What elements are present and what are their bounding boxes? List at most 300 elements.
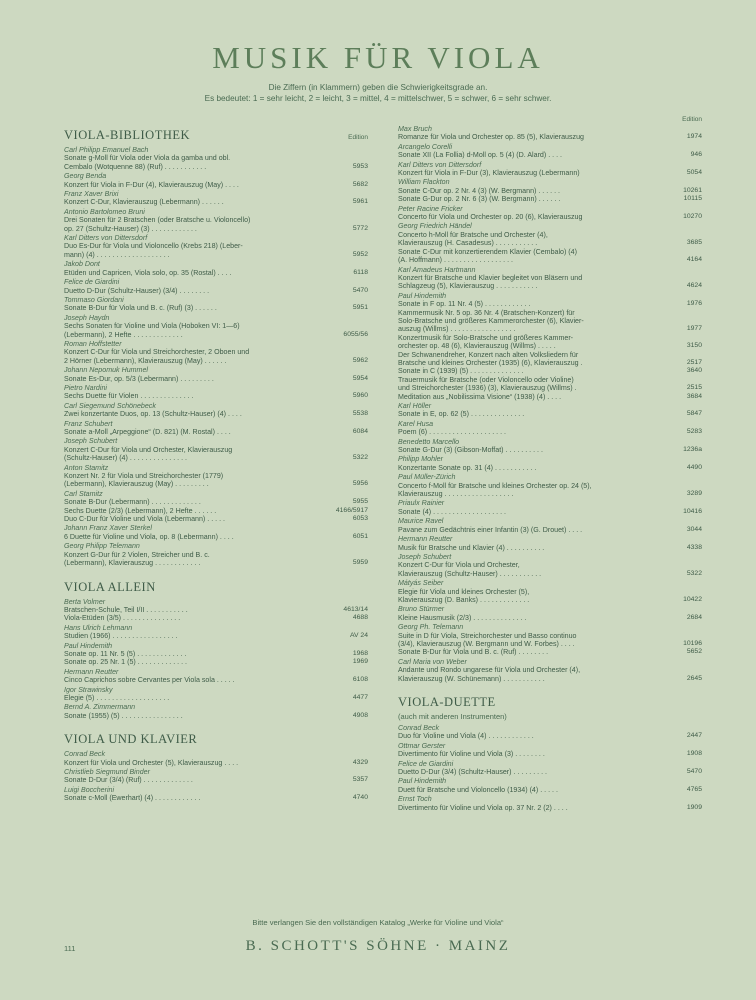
work-line <box>64 198 368 206</box>
composer-name: Joseph Schubert <box>398 552 452 561</box>
work-title: Pavane zum Gedächtnis einer Infantin (3) (G. Drouet) . . . . <box>398 525 583 534</box>
catalog-entry <box>64 260 368 277</box>
work-title: Cinco Caprichos sobre Cervantes per Viola sola . . . . . <box>64 676 235 685</box>
composer-name: Bernd A. Zimmermann <box>64 703 136 712</box>
section-header <box>398 695 702 710</box>
edition-number: 2515 <box>686 384 702 392</box>
section-note: (auch mit anderen Instrumenten) <box>398 712 507 721</box>
work-line <box>64 392 368 400</box>
catalog-entry <box>64 750 368 767</box>
work-line <box>64 269 368 277</box>
work-line <box>398 804 702 812</box>
work-line <box>64 454 368 462</box>
work-line <box>398 325 702 333</box>
work-title: Sonate G-Dur (3) (Gibson-Moffat) . . . . . . . . . . <box>398 446 543 455</box>
catalog-entry <box>64 366 368 383</box>
catalog-entry <box>64 420 368 437</box>
work-line <box>398 151 702 159</box>
edition-number: 2645 <box>686 674 702 682</box>
work-title: Duett für Bratsche und Violoncello (1934) (4) . . . . . <box>398 785 558 794</box>
edition-number: 5955 <box>352 498 368 506</box>
edition-number: 5652 <box>686 648 702 656</box>
work-line <box>398 588 702 596</box>
catalog-section <box>398 116 702 683</box>
left-column <box>64 116 368 803</box>
section-title: VIOLA UND KLAVIER <box>64 732 198 747</box>
edition-number: 10196 <box>683 639 702 647</box>
work-title: Studien (1966) . . . . . . . . . . . . . . . . . <box>64 632 178 641</box>
work-line <box>398 231 702 239</box>
work-line <box>64 357 368 365</box>
work-title: Konzert C-Dur für Viola und Orchester, <box>398 561 520 570</box>
composer-name: Peter Racine Fricker <box>398 204 463 213</box>
edition-number: 2684 <box>686 613 702 621</box>
work-line <box>398 614 702 622</box>
edition-number: 5772 <box>352 224 368 232</box>
catalog-entry <box>64 768 368 785</box>
work-line <box>64 472 368 480</box>
work-title: Sonate C-Dur op. 2 Nr. 4 (3) (W. Bergmann) . . . . . . <box>398 186 561 195</box>
edition-number: 3684 <box>686 392 702 400</box>
composer-name: Paul Hindemith <box>398 291 447 300</box>
work-title: Kleine Hausmusik (2/3) . . . . . . . . . . . . . . <box>398 613 527 622</box>
work-line <box>398 384 702 392</box>
work-line <box>64 410 368 418</box>
work-line <box>64 712 368 720</box>
composer-name: Priaulx Rainier <box>398 499 445 508</box>
edition-number: 5953 <box>352 162 368 170</box>
work-title: Sonate g-Moll für Viola oder Viola da gamba und obl. <box>64 154 231 163</box>
catalog-entry <box>398 473 702 498</box>
composer-name: Hermann Reutter <box>64 667 119 676</box>
work-title: Duo Es-Dur für Viola und Violoncello (Krebs 218) (Leber- <box>64 242 243 251</box>
composer-name: Georg Philipp Telemann <box>64 542 140 551</box>
catalog-entry <box>64 437 368 462</box>
work-line <box>64 658 368 666</box>
section-title: VIOLA-DUETTE <box>398 695 496 709</box>
work-title: Konzert G-Dur für 2 Violen, Streicher und B. c. <box>64 550 210 559</box>
work-title: Sonate C-Dur mit konzertierendem Klavier (Cembalo) (4) <box>398 247 577 256</box>
work-line <box>398 482 702 490</box>
work-line <box>398 632 702 640</box>
composer-name: Max Bruch <box>398 125 432 133</box>
edition-number: 5962 <box>352 356 368 364</box>
work-title: Divertimento für Violine und Viola op. 37 Nr. 2 (2) . . . . <box>398 803 568 812</box>
catalog-entry <box>64 208 368 233</box>
work-title: Konzertante Sonate op. 31 (4) . . . . . . . . . . . <box>398 463 537 472</box>
work-title: Sonate D-Dur (3/4) (Ruf) . . . . . . . . . . . . . <box>64 776 193 785</box>
edition-number: 3685 <box>686 239 702 247</box>
catalog-entry <box>398 292 702 401</box>
composer-name: Roman Hoffstetter <box>64 339 122 348</box>
edition-number: 1909 <box>686 803 702 811</box>
catalog-entry <box>398 266 702 291</box>
work-line <box>64 446 368 454</box>
composer-name: Carl Philipp Emanuel Bach <box>64 146 149 154</box>
edition-number: 5357 <box>352 776 368 784</box>
section-header <box>64 580 368 595</box>
work-title: Sonate XII (La Follia) d-Moll op. 5 (4) (D. Alard) . . . . <box>398 151 563 160</box>
work-title: Sonate in C (1939) (5) . . . . . . . . . . . . . . <box>398 367 524 376</box>
edition-number <box>365 446 368 454</box>
catalog-entry <box>398 499 702 516</box>
work-title: Solo-Bratsche und größeres Kammerorchester (6), Klavier- <box>398 316 584 325</box>
work-title: Sonate op. 11 Nr. 5 (5) . . . . . . . . . . . . . <box>64 649 187 658</box>
work-line <box>398 732 702 740</box>
work-line <box>398 367 702 375</box>
work-line <box>398 376 702 384</box>
edition-number: 5538 <box>352 410 368 418</box>
work-line <box>398 666 702 674</box>
composer-name: Carl Siegemund Schönebeck <box>64 401 156 410</box>
work-line <box>64 498 368 506</box>
work-line <box>64 694 368 702</box>
work-title: Poem (6) . . . . . . . . . . . . . . . . . . . . <box>398 428 507 437</box>
edition-number: 4338 <box>686 543 702 551</box>
work-title: 6 Duette für Violine und Viola, op. 8 (Lebermann) . . . . <box>64 532 234 541</box>
edition-number: 10261 <box>683 186 702 194</box>
work-title: Divertimento für Violine und Viola (3) . . . . . . . . <box>398 750 545 759</box>
work-title: Klavierauszug (W. Schünemann) . . . . . . . . . . . <box>398 674 545 683</box>
work-title: Konzert für Viola in F-Dur (3), Klavierauszug (Lebermann) <box>398 169 580 178</box>
work-title: Konzert C-Dur für Viola und Streichorchester, 2 Oboen und <box>64 348 250 357</box>
work-line <box>64 515 368 523</box>
catalog-entry <box>398 143 702 160</box>
publisher-imprint: B. SCHOTT'S SÖHNE · MAINZ <box>245 938 511 954</box>
work-line <box>64 551 368 559</box>
catalog-entry <box>398 161 702 178</box>
edition-number: 10115 <box>683 195 702 203</box>
catalog-entry <box>398 420 702 437</box>
edition-number: 5283 <box>686 428 702 436</box>
edition-number: 5470 <box>352 286 368 294</box>
catalog-entry <box>64 668 368 685</box>
work-line <box>64 322 368 330</box>
catalog-entry <box>64 340 368 365</box>
catalog-entry <box>64 172 368 189</box>
catalog-entry <box>64 703 368 720</box>
work-line <box>64 163 368 171</box>
composer-name: Hans Ulrich Lehmann <box>64 623 133 632</box>
work-line <box>398 786 702 794</box>
composer-name: Luigi Boccherini <box>64 785 115 794</box>
catalog-entry <box>64 490 368 524</box>
work-line <box>64 614 368 622</box>
work-line <box>64 759 368 767</box>
catalog-entry <box>64 278 368 295</box>
work-line <box>64 331 368 339</box>
catalog-entry <box>64 384 368 401</box>
work-line <box>398 768 702 776</box>
edition-number <box>365 348 368 356</box>
catalog-entry <box>398 760 702 777</box>
edition-number: 1969 <box>352 658 368 666</box>
edition-number: 3044 <box>686 525 702 533</box>
work-line <box>64 216 368 224</box>
work-title: Elegie (5) . . . . . . . . . . . . . . . . . . . <box>64 693 170 702</box>
work-title: Konzertmusik für Solo-Bratsche und größeres Kammer- <box>398 333 574 342</box>
composer-name: Arcangelo Corelli <box>398 142 453 151</box>
work-title: Concerto h-Moll für Bratsche und Orchester (4), <box>398 230 548 239</box>
work-title: Sonate B-Dur für Viola und B. c. (Ruf) . . . . . . . . <box>398 648 549 657</box>
composer-name: Ottmar Gerster <box>398 741 446 750</box>
composer-name: William Flackton <box>398 178 450 187</box>
composer-name: Carl Maria von Weber <box>398 657 467 666</box>
edition-number: 1974 <box>686 133 702 141</box>
work-line <box>64 154 368 162</box>
edition-number: 1968 <box>352 649 368 657</box>
work-line <box>398 508 702 516</box>
composer-name: Georg Ph. Telemann <box>398 623 464 632</box>
edition-number <box>699 317 702 325</box>
composer-name: Johann Nepomuk Hummel <box>64 366 148 375</box>
edition-number <box>699 351 702 359</box>
edition-number: 6053 <box>352 515 368 523</box>
composer-name: Joseph Schubert <box>64 437 118 446</box>
work-title: Viola-Etüden (3/5) . . . . . . . . . . . . . . . <box>64 614 181 623</box>
edition-number: 946 <box>690 151 702 159</box>
edition-number: 3150 <box>686 342 702 350</box>
work-title: Sonate c-Moll (Ewerhart) (4) . . . . . . . . . . . . <box>64 794 201 803</box>
work-line <box>398 393 702 401</box>
composer-name: Karel Husa <box>398 419 434 428</box>
edition-number: 1908 <box>686 750 702 758</box>
catalog-entry <box>398 579 702 604</box>
work-line <box>398 309 702 317</box>
work-line <box>398 274 702 282</box>
catalog-entry <box>64 686 368 703</box>
work-title: (Lebermann), Klavierauszug (May) . . . . . . . . . <box>64 480 209 489</box>
catalog-entry <box>64 314 368 339</box>
work-title: Duetto D-Dur (3/4) (Schultz-Hauser) . . . . . . . . . <box>398 768 548 777</box>
work-title: Concerto für Viola und Orchester op. 20 (6), Klavierauszug <box>398 213 583 222</box>
edition-number: 5960 <box>352 392 368 400</box>
work-title: Romanze für Viola und Orchester op. 85 (5), Klavierauszug <box>398 133 584 142</box>
edition-number: 1977 <box>686 325 702 333</box>
work-line <box>398 648 702 656</box>
edition-number: 4765 <box>686 785 702 793</box>
work-title: Der Schwanendreher, Konzert nach alten Volksliedern für <box>398 350 579 359</box>
edition-number: 6055/56 <box>343 330 368 338</box>
edition-number <box>699 309 702 317</box>
composer-name: Anton Stamitz <box>64 463 109 472</box>
edition-number <box>699 666 702 674</box>
work-line <box>398 282 702 290</box>
work-line <box>64 676 368 684</box>
work-title: mann) (4) . . . . . . . . . . . . . . . . . . . <box>64 250 170 259</box>
edition-number <box>699 231 702 239</box>
edition-number: 4908 <box>352 711 368 719</box>
work-line <box>398 570 702 578</box>
work-line <box>398 446 702 454</box>
work-title: auszug (Willms) . . . . . . . . . . . . . . . . . <box>398 325 516 334</box>
work-line <box>398 187 702 195</box>
composer-name: Paul Hindemith <box>398 777 447 786</box>
work-title: Elegie für Viola und kleines Orchester (5), <box>398 587 530 596</box>
edition-number: 5951 <box>352 304 368 312</box>
catalog-entry <box>398 517 702 534</box>
work-line <box>398 195 702 203</box>
edition-number: 4329 <box>352 758 368 766</box>
catalog-section <box>64 732 368 802</box>
edition-number: AV 24 <box>349 632 368 640</box>
composer-name: Maurice Ravel <box>398 517 444 526</box>
work-title: (3/4), Klavierauszug (W. Bergmann und W. Forbes) . . . . <box>398 639 575 648</box>
work-title: Konzert C-Dur, Klavierauszug (Lebermann) . . . . . . <box>64 198 224 207</box>
composer-name: Conrad Beck <box>398 724 440 732</box>
work-line <box>398 239 702 247</box>
work-title: Sonate (1955) (5) . . . . . . . . . . . . . . . . <box>64 711 183 720</box>
work-title: Duetto D-Dur (Schultz-Hauser) (3/4) . . . . . . . . <box>64 286 210 295</box>
catalog-section <box>64 128 368 568</box>
composer-name: Karl Ditters von Dittersdorf <box>64 234 148 243</box>
work-line <box>398 675 702 683</box>
work-title: und Streichorchester (1936) (3), Klavierauszug (Willms) . <box>398 384 577 393</box>
composer-name: Felice de Giardini <box>398 759 454 768</box>
work-line <box>64 251 368 259</box>
work-line <box>64 181 368 189</box>
edition-number <box>699 561 702 569</box>
work-title: Sonate (4) . . . . . . . . . . . . . . . . . . . <box>398 507 507 516</box>
catalog-entry <box>398 222 702 264</box>
catalog-entry <box>398 553 702 578</box>
edition-number <box>365 551 368 559</box>
edition-number <box>699 632 702 640</box>
edition-label: Edition <box>348 134 368 141</box>
catalog-entry <box>64 786 368 803</box>
edition-number: 6108 <box>352 676 368 684</box>
work-title: Sonate Es-Dur, op. 5/3 (Lebermann) . . . . . . . . . <box>64 374 214 383</box>
composer-name: Conrad Beck <box>64 750 106 759</box>
work-title: Zwei konzertante Duos, op. 13 (Schultz-Hauser) (4) . . . . <box>64 410 242 419</box>
catalog-entry <box>398 623 702 657</box>
work-line <box>398 248 702 256</box>
composer-name: Felice de Giardini <box>64 278 120 287</box>
work-title: (Schultz-Hauser) (4) . . . . . . . . . . . . . . . <box>64 454 187 463</box>
composer-name: Franz Xaver Brixi <box>64 190 119 199</box>
composer-name: Franz Schubert <box>64 419 113 428</box>
work-title: Konzert für Viola und Orchester (5), Klavierauszug . . . . <box>64 758 239 767</box>
catalog-entry <box>64 464 368 489</box>
work-title: Konzert Nr. 2 für Viola und Streichorchester (1779) <box>64 472 224 481</box>
work-title: Andante und Rondo ungarese für Viola und Orchester (4), <box>398 666 581 675</box>
work-title: Cembalo (Wotquenne 88) (Ruf) . . . . . . . . . . . <box>64 162 207 171</box>
work-line <box>64 375 368 383</box>
composer-name: Philipp Mohler <box>398 455 443 464</box>
catalog-section <box>398 695 702 812</box>
edition-number: 4477 <box>352 693 368 701</box>
work-line <box>64 776 368 784</box>
edition-number <box>365 472 368 480</box>
edition-number: 2447 <box>686 732 702 740</box>
composer-name: Carl Stamitz <box>64 489 103 498</box>
composer-name: Joseph Haydn <box>64 313 110 322</box>
edition-number: 5054 <box>686 169 702 177</box>
work-title: (Lebermann), 2 Hefte . . . . . . . . . . . . . <box>64 330 183 339</box>
work-line <box>398 169 702 177</box>
edition-number <box>699 274 702 282</box>
work-title: Klavierauszug . . . . . . . . . . . . . . . . . . <box>398 490 514 499</box>
work-title: Musik für Bratsche und Klavier (4) . . . . . . . . . . <box>398 543 545 552</box>
catalog-entry <box>398 535 702 552</box>
work-line <box>64 480 368 488</box>
work-title: Schlagzeug (5), Klavierauszug . . . . . . . . . . . <box>398 282 538 291</box>
edition-number <box>365 154 368 162</box>
catalog-entry <box>398 125 702 142</box>
composer-name: Ernst Toch <box>398 795 432 804</box>
edition-number: 3640 <box>686 367 702 375</box>
composer-name: Bruno Stürmer <box>398 605 445 614</box>
work-title: Sonate B-Dur für Viola und B. c. (Ruf) (3) . . . . . . <box>64 304 217 313</box>
work-title: Sonate B-Dur (Lebermann) . . . . . . . . . . . . . <box>64 498 201 507</box>
work-title: op. 27 (Schultz-Hauser) (3) . . . . . . . . . . . . <box>64 224 197 233</box>
edition-number: 5470 <box>686 768 702 776</box>
catalog-entry <box>398 724 702 741</box>
catalog-entry <box>64 624 368 641</box>
subtitle-difficulty-intro: Die Ziffern (in Klammern) geben die Schwierigkeitsgrade an. <box>268 83 488 92</box>
work-line <box>398 544 702 552</box>
work-line <box>64 794 368 802</box>
work-title: Bratsche und kleines Orchester (1935) (6), Klavierauszug . <box>398 358 583 367</box>
edition-number <box>699 376 702 384</box>
work-line <box>64 348 368 356</box>
edition-number <box>365 242 368 250</box>
catalog-entry <box>64 296 368 313</box>
catalog-entry <box>398 658 702 683</box>
work-line <box>398 213 702 221</box>
subtitle-difficulty-scale: Es bedeutet: 1 = sehr leicht, 2 = leicht, 3 = mittel, 4 = mittelschwer, 5 = schwer, 6 = sehr schwer. <box>204 94 552 103</box>
edition-number: 5954 <box>352 374 368 382</box>
catalog-entry <box>398 455 702 472</box>
work-title: Kammermusik Nr. 5 op. 36 Nr. 4 (Bratschen-Konzert) für <box>398 308 575 317</box>
work-line <box>64 559 368 567</box>
catalog-entry <box>398 777 702 794</box>
work-line <box>64 225 368 233</box>
work-title: Sonate in F op. 11 Nr. 4 (5) . . . . . . . . . . . . <box>398 300 531 309</box>
edition-number: 5961 <box>352 198 368 206</box>
edition-number: 1236a <box>683 446 702 454</box>
edition-number: 10422 <box>683 595 702 603</box>
composer-name: Pietro Nardini <box>64 383 107 392</box>
work-line <box>398 317 702 325</box>
edition-number: 6084 <box>352 428 368 435</box>
edition-number: 5682 <box>352 180 368 188</box>
catalog-entry <box>398 795 702 812</box>
catalog-entry <box>398 605 702 622</box>
work-title: Etüden und Capricen, Viola solo, op. 35 (Rostal) . . . . <box>64 268 232 277</box>
composer-name: Igor Strawinsky <box>64 685 113 694</box>
edition-number: 1976 <box>686 300 702 308</box>
section-title: VIOLA-BIBLIOTHEK <box>64 128 191 142</box>
work-title: Duo für Violine und Viola (4) . . . . . . . . . . . . <box>398 732 534 741</box>
edition-number: 6118 <box>353 268 368 276</box>
work-line <box>398 640 702 648</box>
composer-name: Jakob Dont <box>64 260 100 269</box>
work-line <box>64 507 368 515</box>
edition-number: 5847 <box>686 410 702 418</box>
work-line <box>64 242 368 250</box>
edition-number: 4164 <box>686 256 702 264</box>
catalog-entry <box>398 178 702 203</box>
catalog-request-note: Bitte verlangen Sie den vollständigen Katalog „Werke für Violine und Viola“ <box>252 918 504 927</box>
catalog-entry <box>398 438 702 455</box>
catalog-entry <box>398 402 702 419</box>
work-title: Sechs Duette (2/3) (Lebermann), 2 Hefte . . . . . . <box>64 506 217 515</box>
composer-name: Hermann Reutter <box>398 535 453 544</box>
composer-name: Antonio Bartolomeo Bruni <box>64 207 145 216</box>
work-line <box>398 359 702 367</box>
edition-number: 3289 <box>686 490 702 498</box>
